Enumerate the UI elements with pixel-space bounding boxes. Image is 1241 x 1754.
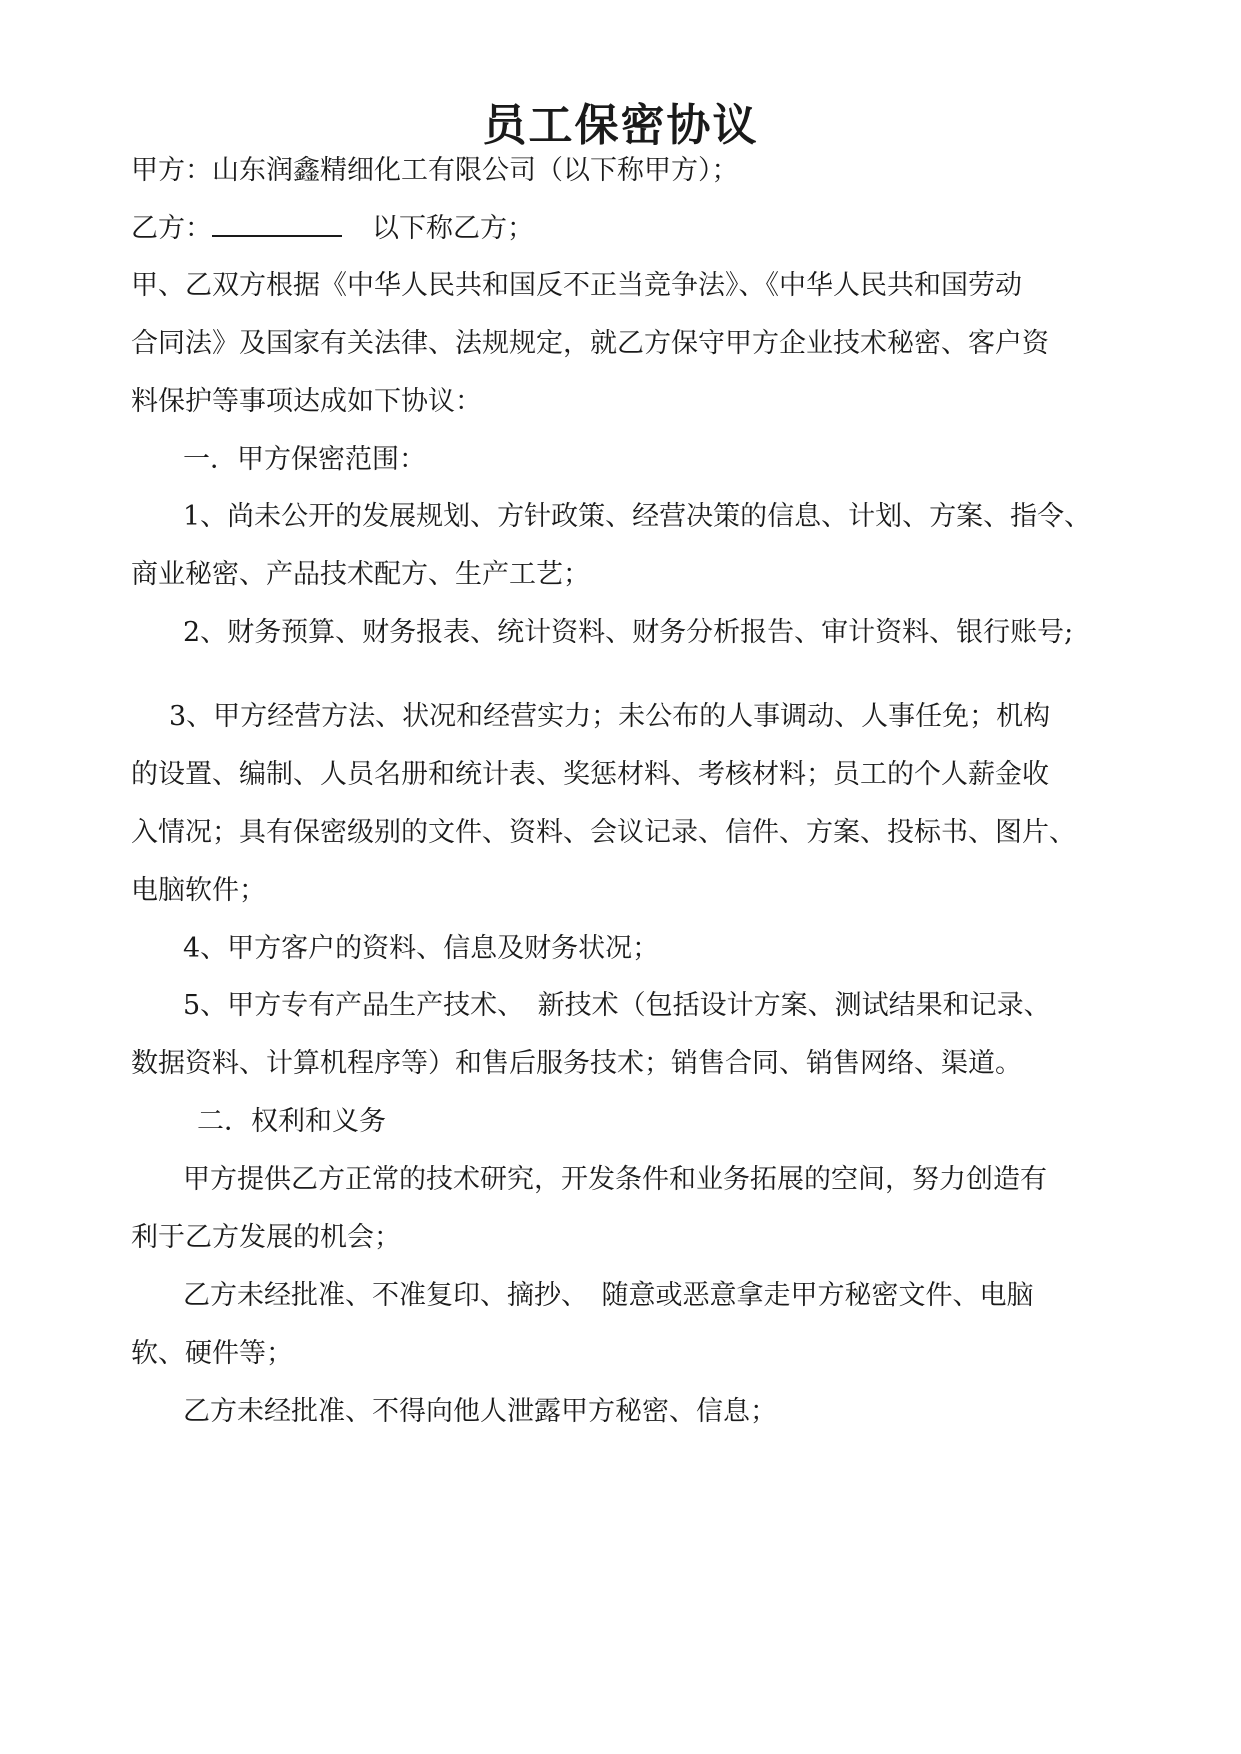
rights-1-line-1: 甲方提供乙方正常的技术研究，开发条件和业务拓展的空间，努力创造有 (183, 1164, 1047, 1195)
item-3-line-3: 入情况；具有保密级别的文件、资料、会议记录、信件、方案、投标书、图片、 (131, 817, 1076, 848)
item-2-line: 2、财务预算、财务报表、统计资料、财务分析报告、审计资料、银行账号; (183, 617, 1074, 648)
item-3-line-2: 的设置、编制、人员名册和统计表、奖惩材料、考核材料；员工的个人薪金收 (131, 759, 1049, 790)
item-5-line-1: 5、甲方专有产品生产技术、 新技术（包括设计方案、测试结果和记录、 (183, 990, 1051, 1021)
intro-line-1: 甲、乙双方根据《中华人民共和国反不正当竞争法》、《中华人民共和国劳动 (131, 270, 1022, 301)
item-4-line: 4、甲方客户的资料、信息及财务状况； (183, 933, 660, 964)
document-title: 员工保密协议 (482, 100, 759, 151)
item-1-line-1: 1、尚未公开的发展规划、方针政策、经营决策的信息、计划、方案、指令、 (183, 501, 1092, 532)
item-3-line-1: 3、甲方经营方法、状况和经营实力；未公布的人事调动、人事任免；机构 (169, 701, 1051, 732)
section-2-heading: 二．权利和义务 (197, 1106, 386, 1137)
party-a-line: 甲方：山东润鑫精细化工有限公司（以下称甲方）； (131, 155, 739, 186)
item-1-line-2: 商业秘密、产品技术配方、生产工艺； (131, 559, 590, 590)
item-5-line-2: 数据资料、计算机程序等）和售后服务技术；销售合同、销售网络、渠道。 (131, 1048, 1022, 1079)
rights-3-line: 乙方未经批准、不得向他人泄露甲方秘密、信息； (183, 1396, 777, 1427)
section-1-heading: 一．甲方保密范围： (183, 444, 426, 475)
party-b-suffix: 以下称乙方； (372, 213, 534, 244)
intro-line-2: 合同法》及国家有关法律、法规规定，就乙方保守甲方企业技术秘密、客户资 (131, 328, 1049, 359)
intro-line-3: 料保护等事项达成如下协议： (131, 386, 482, 417)
party-b-label: 乙方： (131, 213, 212, 244)
rights-2-line-1: 乙方未经批准、不准复印、摘抄、 随意或恶意拿走甲方秘密文件、电脑 (183, 1280, 1034, 1311)
party-b-line (131, 209, 1131, 249)
party-b-name-blank (212, 209, 342, 237)
rights-2-line-2: 软、硬件等； (131, 1338, 293, 1369)
item-3-line-4: 电脑软件； (131, 875, 266, 906)
rights-1-line-2: 利于乙方发展的机会； (131, 1222, 401, 1253)
